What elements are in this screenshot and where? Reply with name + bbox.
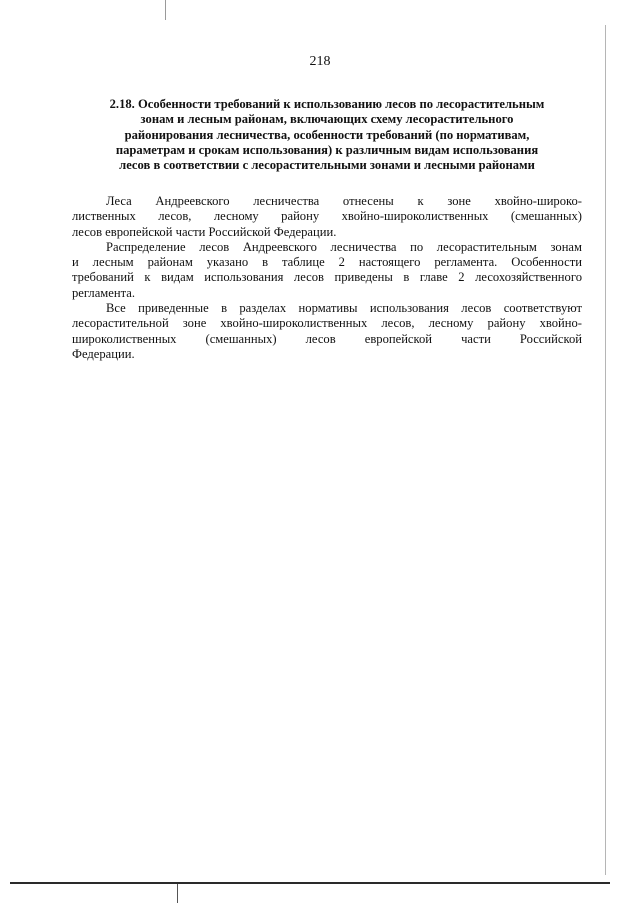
page-bottom-edge [10, 882, 610, 884]
text-line: лесов европейской части Российской Федерации. [72, 224, 337, 239]
text-line: Леса Андреевского лесничества отнесены к зоне хвойно-широко- [106, 194, 582, 208]
heading-line: зонам и лесным районам, включающих схему лесорастительного [140, 112, 514, 127]
text-line: широколиственных (смешанных) лесов европейской части Российской [72, 331, 582, 346]
scan-edge-mark-top [165, 0, 166, 20]
page-right-edge [605, 25, 606, 875]
paragraph-forest-zone [72, 194, 582, 240]
heading-line: лесов в соответствии с лесорастительными зонами и лесными районами [119, 158, 535, 173]
paragraph-norms [72, 301, 582, 362]
scan-edge-mark-bottom [177, 884, 178, 903]
text-line: Федерации. [72, 346, 135, 361]
text-line: регламента. [72, 285, 135, 300]
text-line: Все приведенные в разделах нормативы использования лесов соответствуют [106, 301, 582, 316]
text-line: и лесным районам указано в таблице 2 настоящего регламента. Особенности [72, 255, 582, 270]
heading-line: районирования лесничества, особенности требований (по нормативам, [124, 127, 530, 142]
heading-line: 2.18. Особенности требований к использованию лесов по лесорастительным [109, 97, 545, 111]
body-text [72, 194, 582, 362]
text-line: лиственных лесов, лесному району хвойно-широколиственных (смешанных) [72, 209, 582, 224]
text-line: требований к видам использования лесов приведены в главе 2 лесохозяйственного [72, 270, 582, 285]
text-line: лесорастительной зоне хвойно-широколиственных лесов, лесному району хвойно- [72, 316, 582, 331]
text-line: Распределение лесов Андреевского лесничества по лесорастительным зонам [106, 239, 582, 254]
section-heading [72, 97, 582, 173]
paragraph-distribution [72, 240, 582, 301]
heading-line: параметрам и срокам использования) к различным видам использования [115, 142, 539, 157]
page-number: 218 [309, 54, 331, 69]
